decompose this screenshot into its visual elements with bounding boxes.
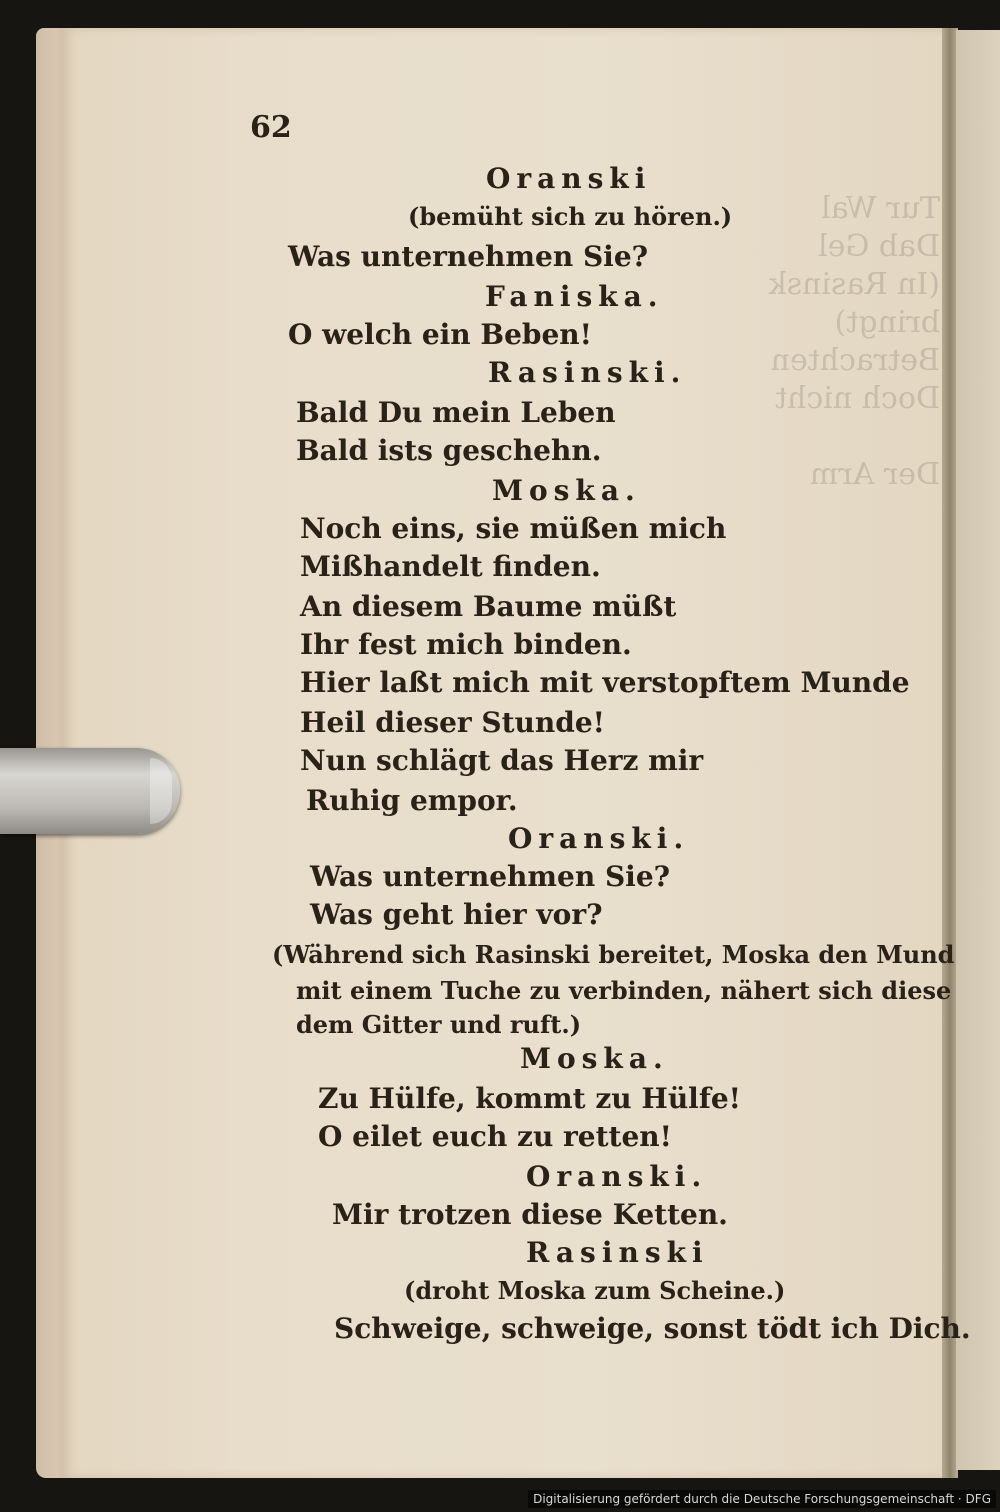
speaker-oranski: Oranski. (526, 1160, 708, 1193)
verse-line: Noch eins, sie müßen mich (300, 512, 727, 545)
verse-line: O welch ein Beben! (288, 318, 592, 351)
verse-line: Ihr fest mich binden. (300, 628, 632, 661)
verse-line: An diesem Baume müßt (300, 590, 677, 623)
verse-line: Bald Du mein Leben (296, 396, 616, 429)
speaker-faniska: Faniska. (485, 280, 664, 313)
verse-line: Schweige, schweige, sonst tödt ich Dich. (334, 1312, 971, 1345)
stage-direction: (Während sich Rasinski bereitet, Moska den Mund (272, 940, 955, 969)
speaker-rasinski: Rasinski. (488, 356, 687, 389)
speaker-oranski: Oranski (486, 162, 652, 195)
verse-line: Was unternehmen Sie? (288, 240, 649, 273)
digitization-credit: Digitalisierung gefördert durch die Deutsche Forschungsgemeinschaft · DFG (528, 1490, 996, 1508)
verse-line: Nun schlägt das Herz mir (300, 744, 704, 777)
facing-page (956, 30, 1000, 1470)
verse-line: Was unternehmen Sie? (310, 860, 671, 893)
verse-line: Heil dieser Stunde! (300, 706, 605, 739)
speaker-oranski: Oranski. (508, 822, 690, 855)
stage-direction: (bemüht sich zu hören.) (408, 202, 733, 231)
page-number: 62 (250, 110, 292, 145)
verse-line: Zu Hülfe, kommt zu Hülfe! (318, 1082, 741, 1115)
page-clip (0, 748, 180, 834)
stage-direction: (droht Moska zum Scheine.) (404, 1276, 786, 1305)
verse-line: Hier laßt mich mit verstopftem Munde (300, 666, 910, 699)
stage-direction: mit einem Tuche zu verbinden, nähert sich diese (296, 976, 952, 1005)
verse-line: Mir trotzen diese Ketten. (332, 1198, 728, 1231)
speaker-moska: Moska. (520, 1042, 669, 1075)
show-through-text: Tur Wal Dab Gel (In Rasinsk bringt) Betrachten Doch nicht Der Arm (768, 191, 940, 492)
stage-direction: dem Gitter und ruft.) (296, 1010, 582, 1039)
verse-line: Bald ists geschehn. (296, 434, 602, 467)
verse-line: Was geht hier vor? (310, 898, 603, 931)
speaker-rasinski: Rasinski (526, 1236, 709, 1269)
verse-line: O eilet euch zu retten! (318, 1120, 672, 1153)
verse-line: Ruhig empor. (306, 784, 518, 817)
verse-line: Mißhandelt finden. (300, 550, 601, 583)
speaker-moska: Moska. (492, 474, 641, 507)
